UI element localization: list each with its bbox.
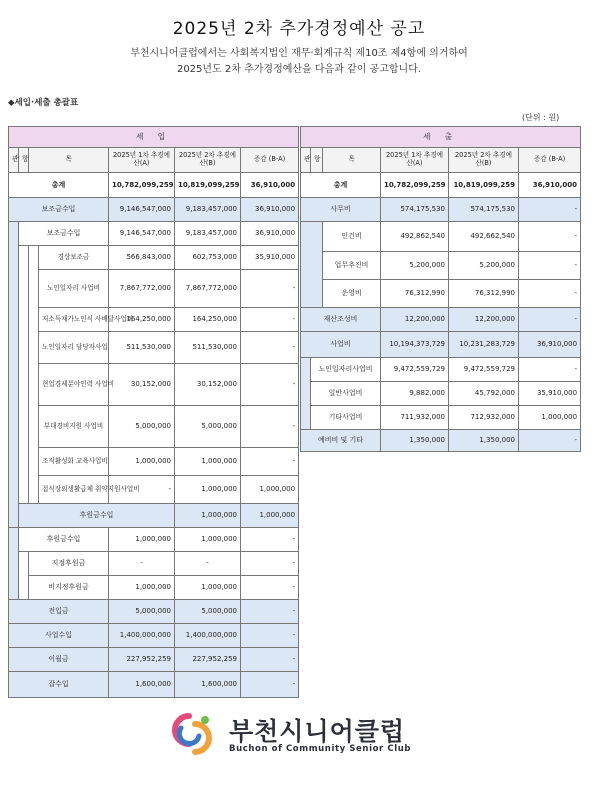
- table-row: 저소득재가노인식 사배달사업비 164,250,000 164,250,000 -: [9, 308, 299, 332]
- table-row: 노인일자리 사업비 7,867,772,000 7,867,772,000 -: [9, 270, 299, 308]
- expenditure-col-mok: 목: [323, 148, 381, 173]
- revenue-col-second: 2025년 2차 추경예산(B): [175, 148, 241, 173]
- table-row: 인건비 492,862,540 492,662,540 -: [301, 222, 581, 252]
- revenue-total-label: 총계: [9, 173, 109, 198]
- club-logo: [165, 710, 445, 760]
- expenditure-total-b: 10,819,099,259: [449, 173, 519, 198]
- table-row: 비지정후원금 1,000,000 1,000,000 -: [9, 576, 299, 600]
- expenditure-total-label: 총계: [301, 173, 381, 198]
- logo-name-korean: 부천시니어클럽: [229, 717, 406, 746]
- table-row: 전입금 5,000,000 5,000,000 -: [9, 600, 299, 624]
- table-row: 운영비 76,312,990 76,312,990 -: [301, 280, 581, 308]
- intro-line-1: 부천시니어클럽에서는 사회복지법인 재무·회계규칙 제10조 제4항에 의거하여: [130, 48, 468, 59]
- revenue-col-hang: 항: [19, 148, 29, 173]
- logo-name-english: Buchon of Community Senior Club: [229, 744, 412, 754]
- revenue-col-first: 2025년 1차 추경예산(A): [109, 148, 175, 173]
- revenue-total-diff: 36,910,000: [241, 173, 299, 198]
- table-row: 기타사업비 711,932,000 712,932,000 1,000,000: [301, 406, 581, 430]
- table-row: 이월금 227,952,259 227,952,259 -: [9, 648, 299, 672]
- table-row: 부대경비지원 사업비 5,000,000 5,000,000 -: [9, 406, 299, 448]
- table-row: 조직활성화 교육사업비 1,000,000 1,000,000 -: [9, 448, 299, 476]
- table-row: 일반사업비 9,882,000 45,792,000 35,910,000: [301, 382, 581, 406]
- table-row: 지정후원금 - - -: [9, 552, 299, 576]
- revenue-col-diff: 증감 (B-A): [241, 148, 299, 173]
- expenditure-table: [300, 126, 581, 452]
- page-title: 2025년 2차 추가경정예산 공고: [172, 19, 426, 39]
- expenditure-col-hang: 항: [311, 148, 323, 173]
- revenue-header: 세 입: [9, 127, 299, 148]
- expenditure-col-second: 2025년 2차 추경예산(B): [449, 148, 519, 173]
- revenue-table: [8, 126, 299, 698]
- table-row: 재산조성비 12,200,000 12,200,000 -: [301, 308, 581, 332]
- table-row: 예비비 및 기타 1,350,000 1,350,000 -: [301, 430, 581, 452]
- expenditure-total-diff: 36,910,000: [519, 173, 581, 198]
- expenditure-col-diff: 증감 (B-A): [519, 148, 581, 173]
- table-row: 사업수입 1,400,000,000 1,400,000,000 -: [9, 624, 299, 648]
- table-row: 현업경제분야인력 사업비 30,152,000 30,152,000 -: [9, 364, 299, 406]
- expenditure-col-gwan: 관: [301, 148, 311, 173]
- table-row: 후원금수입 1,000,000 1,000,000 -: [9, 528, 299, 552]
- revenue-col-mok: 목: [29, 148, 109, 173]
- table-row: 후원금수입 1,000,000 1,000,000: [9, 504, 299, 528]
- revenue-total-b: 10,819,099,259: [175, 173, 241, 198]
- club-logo-icon: [165, 710, 225, 758]
- table-row: 사업비 10,194,373,729 10,231,283,729 36,910,000: [301, 332, 581, 358]
- table-row: 보조금수입 9,146,547,000 9,183,457,000 36,910,000: [9, 198, 299, 222]
- table-row: 노인일자리사업비 9,472,559,729 9,472,559,729 -: [301, 358, 581, 382]
- table-row: 사무비 574,175,530 574,175,530 -: [301, 198, 581, 222]
- section-title: ◆세입·세출 총괄표: [8, 98, 79, 108]
- unit-label: (단위 : 원): [522, 113, 560, 122]
- expenditure-total-a: 10,782,099,259: [381, 173, 449, 198]
- table-row: 업무추진비 5,200,000 5,200,000 -: [301, 252, 581, 280]
- expenditure-header: 세 출: [301, 127, 581, 148]
- table-row: 경상보조금 566,843,000 602,753,000 35,910,000: [9, 246, 299, 270]
- table-row: 접식장외생활급체 취약지원사업비 - 1,000,000 1,000,000: [9, 476, 299, 504]
- expenditure-col-first: 2025년 1차 추경예산(A): [381, 148, 449, 173]
- table-row: 노인일자리 담당자사업 511,530,000 511,530,000 -: [9, 332, 299, 364]
- table-row: 보조금수입 9,146,547,000 9,183,457,000 36,910,000: [9, 222, 299, 246]
- intro-line-2: 2025년도 2차 추가경정예산을 다음과 같이 공고합니다.: [176, 64, 422, 75]
- table-row: 잡수입 1,600,000 1,600,000 -: [9, 672, 299, 698]
- revenue-col-gwan: 관: [9, 148, 19, 173]
- revenue-total-a: 10,782,099,259: [109, 173, 175, 198]
